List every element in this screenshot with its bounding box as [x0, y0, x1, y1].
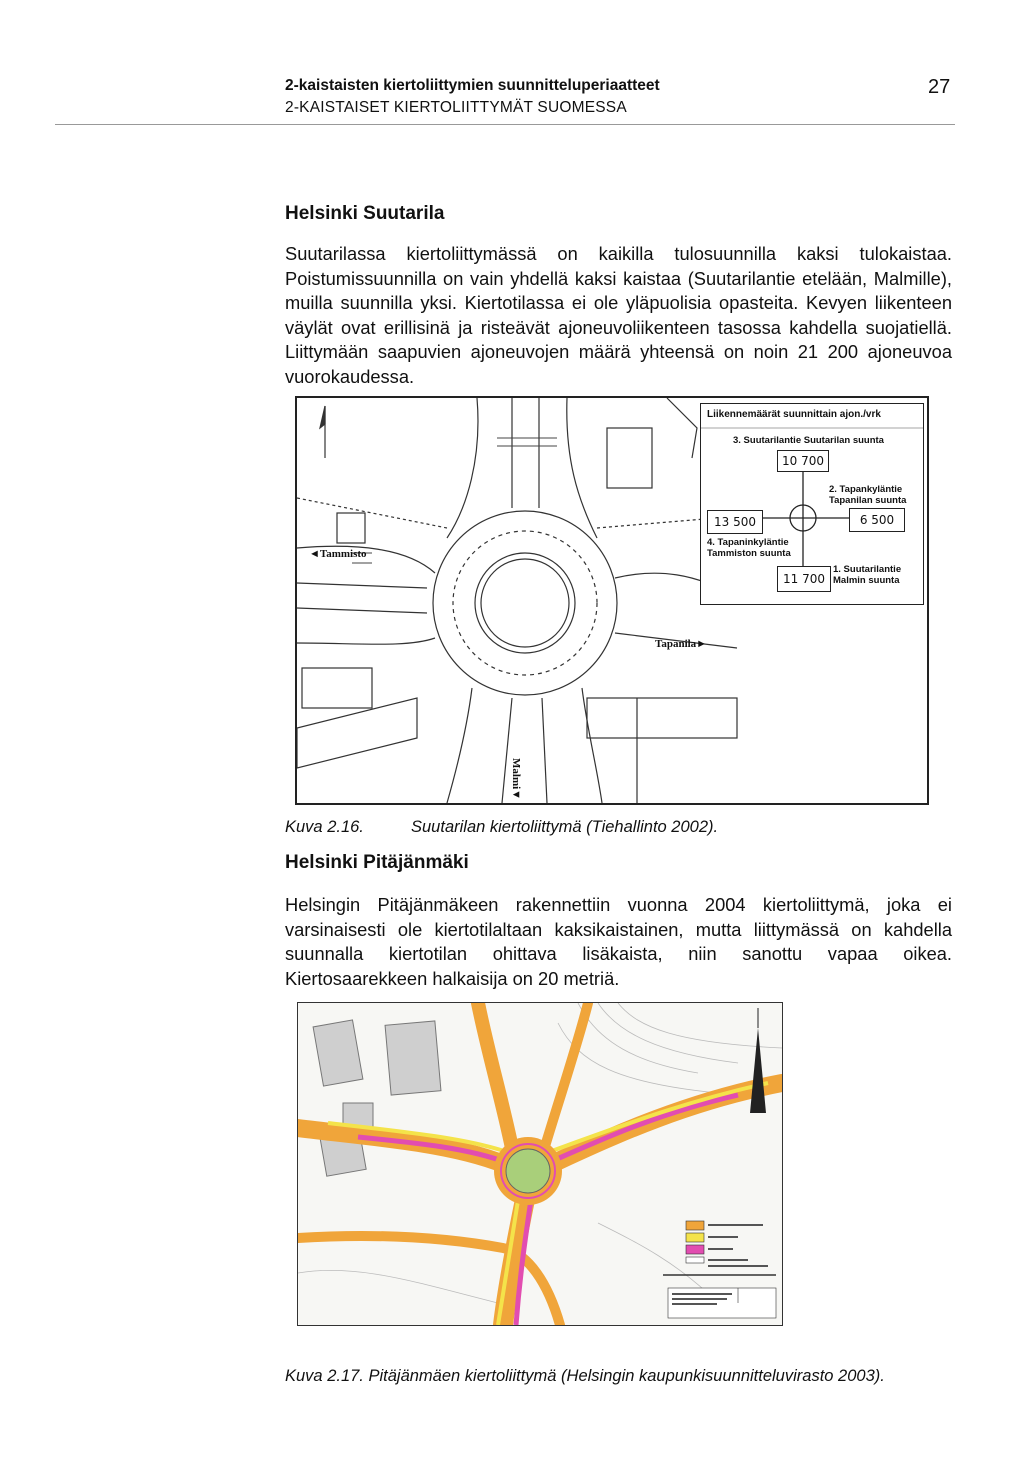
- inset-dir2-value: 6 500: [849, 508, 905, 532]
- pitajanmaki-plan-drawing: [298, 1003, 782, 1325]
- figure-pitajanmaki-plan: [297, 1002, 783, 1326]
- figure-caption-text-2-16: Suutarilan kiertoliittymä (Tiehallinto 2002).: [411, 818, 719, 836]
- section-heading-suutarila: Helsinki Suutarila: [285, 203, 445, 224]
- inset-title: Liikennemäärät suunnittain ajon./vrk: [707, 409, 881, 420]
- inset-dir1-label: 1. Suutarilantie Malmin suunta: [833, 564, 902, 586]
- figure-suutarila-map: [295, 396, 929, 805]
- page-number: 27: [928, 76, 951, 98]
- map-label-tammisto: ◄Tammisto: [309, 548, 367, 560]
- section-paragraph-pitajanmaki: Helsingin Pitäjänmäkeen rakennettiin vuonna 2004 kiertoliittymä, joka ei varsinaisesti ole kiertotilaltaan kaksikaistainen, mutta liittymässä on kahdella suunnalla kiertotilan ohittava lisäkaista, niin sanottu vapaa oikea. Kiertosaarekkeen halkaisija on 20 metriä.: [285, 894, 952, 989]
- inset-dir1-value: 11 700: [777, 566, 831, 592]
- inset-dir4-label: 4. Tapaninkyläntie Tammiston suunta: [707, 537, 791, 559]
- section-heading-pitajanmaki: Helsinki Pitäjänmäki: [285, 852, 469, 873]
- section-paragraph-suutarila: Suutarilassa kiertoliittymässä on kaikilla tulosuunnilla kaksi tulokaistaa. Poistumissuunnilla on vain yhdellä kaksi kaistaa (Suutarilantie etelään, Malmille), muilla suunnilla yksi. Kiertotilassa ei ole yläpuolisia opasteita. Kevyen liikenteen väylät ovat erillisinä ja risteävät ajoneuvoliikenteen tasossa kahdella suojatiellä. Liittymään saapuvien ajoneuvojen määrä yhteensä on noin 21 200 ajoneuvoa vuorokaudessa.: [285, 243, 952, 387]
- running-header-subtitle: 2-KAISTAISET KIERTOLIITTYMÄT SUOMESSA: [285, 99, 627, 116]
- header-divider: [55, 124, 955, 125]
- inset-dir4-value: 13 500: [707, 510, 763, 534]
- inset-dir3-value: 10 700: [777, 450, 829, 472]
- inset-dir3-label: 3. Suutarilantie Suutarilan suunta: [733, 435, 884, 446]
- inset-dir2-label: 2. Tapankyläntie Tapanilan suunta: [829, 484, 907, 506]
- running-header-title: 2-kaistaisten kiertoliittymien suunnitteluperiaatteet: [285, 77, 660, 94]
- traffic-volume-inset: [700, 403, 924, 605]
- map-label-malmi: Malmi▼: [510, 758, 522, 801]
- map-label-tapanila: Tapanila►: [655, 638, 708, 650]
- figure-caption-number-2-16: Kuva 2.16.: [285, 818, 364, 836]
- figure-caption-2-17: Kuva 2.17. Pitäjänmäen kiertoliittymä (Helsingin kaupunkisuunnitteluvirasto 2003).: [285, 1367, 885, 1385]
